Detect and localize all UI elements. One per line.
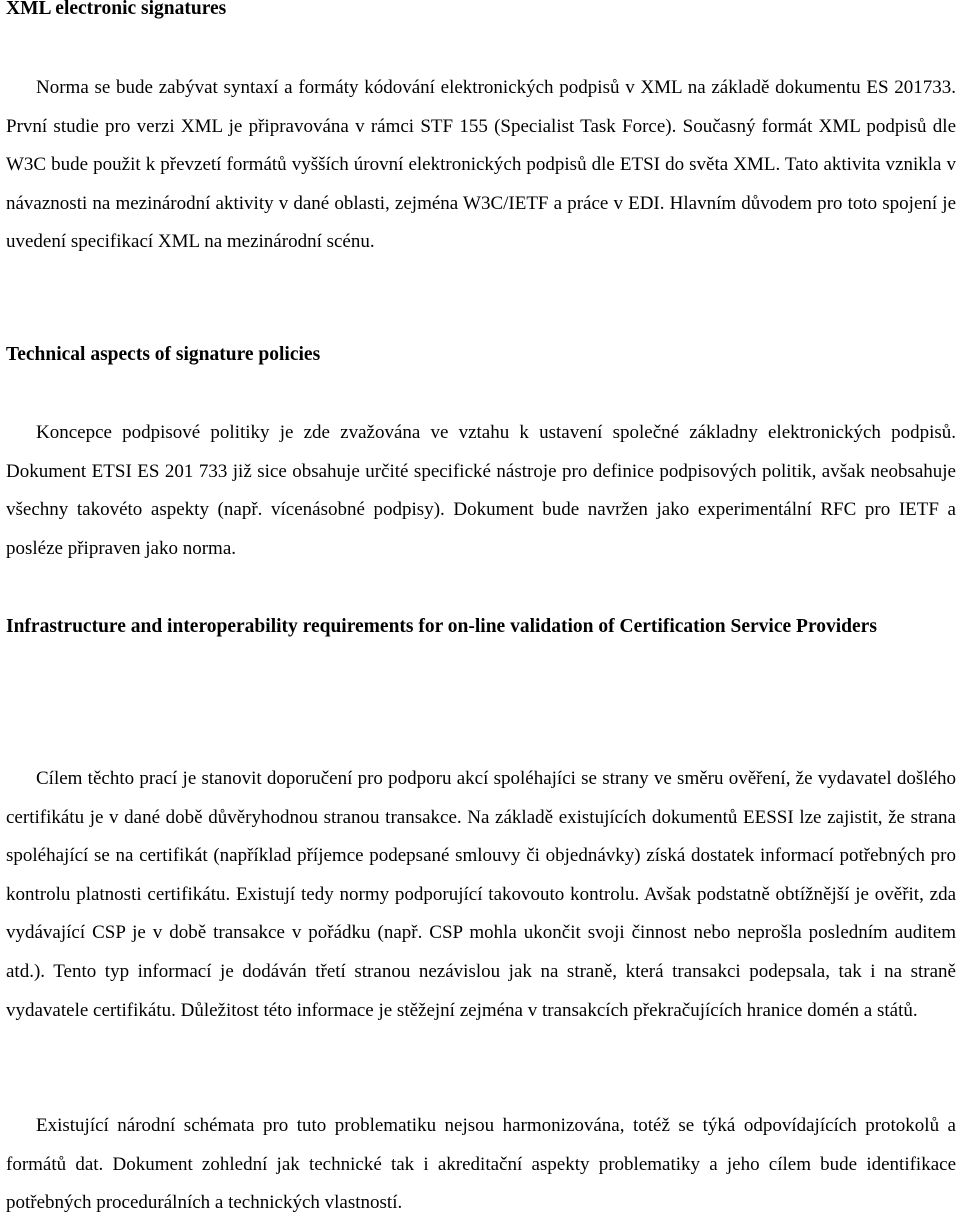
section-heading-xml-electronic-signatures: XML electronic signatures (6, 0, 227, 19)
section-heading-signature-policies: Technical aspects of signature policies (6, 344, 321, 365)
section-heading-infrastructure-requirements: Infrastructure and interoperability requirements for on-line validation of Certification Service Providers (6, 616, 877, 637)
section-paragraph-xml-electronic-signatures: Norma se bude zabývat syntaxí a formáty kódování elektronických podpisů v XML na základě dokumentu ES 201733. První studie pro verzi XML je připravována v rámci STF 155 (Specialist Task Force). Současný formát XML podpisů dle W3C bude použit k převzetí formátů vyšších úrovní elektronických podpisů dle ETSI do světa XML. Tato aktivita vznikla v návaznosti na mezinárodní aktivity v dané oblasti, zejména W3C/IETF a práce v EDI. Hlavním důvodem pro toto spojení je uvedení specifikací XML na mezinárodní scénu. (6, 77, 956, 253)
section-paragraph-infrastructure-1: Cílem těchto prací je stanovit doporučení pro podporu akcí spoléhajíci se strany ve směru ověření, že vydavatel došlého certifikátu je v dané době důvěryhodnou stranou transakce. Na základě existujících dokumentů EESSI lze zajistit, že strana spoléhající se na certifikát (například příjemce podepsané smlouvy či objednávky) získá dostatek informací potřebných pro kontrolu platnosti certifikátu. Existují tedy normy podporující takovouto kontrolu. Avšak podstatně obtížnější je ověřit, zda vydávající CSP je v době transakce v pořádku (např. CSP mohla ukončit svoji činnost nebo neprošla posledním auditem atd.). Tento typ informací je dodáván třetí stranou nezávislou jak na straně, která transakci podepsala, tak i na straně vydavatele certifikátu. Důležitost této informace je stěžejní zejména v transakcích překračujících hranice domén a států. (6, 768, 956, 1021)
section-paragraph-infrastructure-2: Existující národní schémata pro tuto problematiku nejsou harmonizována, totéž se týká odpovídajících protokolů a formátů dat. Dokument zohlední jak technické tak i akreditační aspekty problematiky a jeho cílem bude identifikace potřebných procedurálních a technických vlastností. (6, 1115, 956, 1214)
section-paragraph-signature-policies: Koncepce podpisové politiky je zde zvažována ve vztahu k ustavení společné základny elektronických podpisů. Dokument ETSI ES 201 733 již sice obsahuje určité specifické nástroje pro definice podpisových politik, avšak neobsahuje všechny takovéto aspekty (např. vícenásobné podpisy). Dokument bude navržen jako experimentální RFC pro IETF a posléze připraven jako norma. (6, 422, 956, 559)
